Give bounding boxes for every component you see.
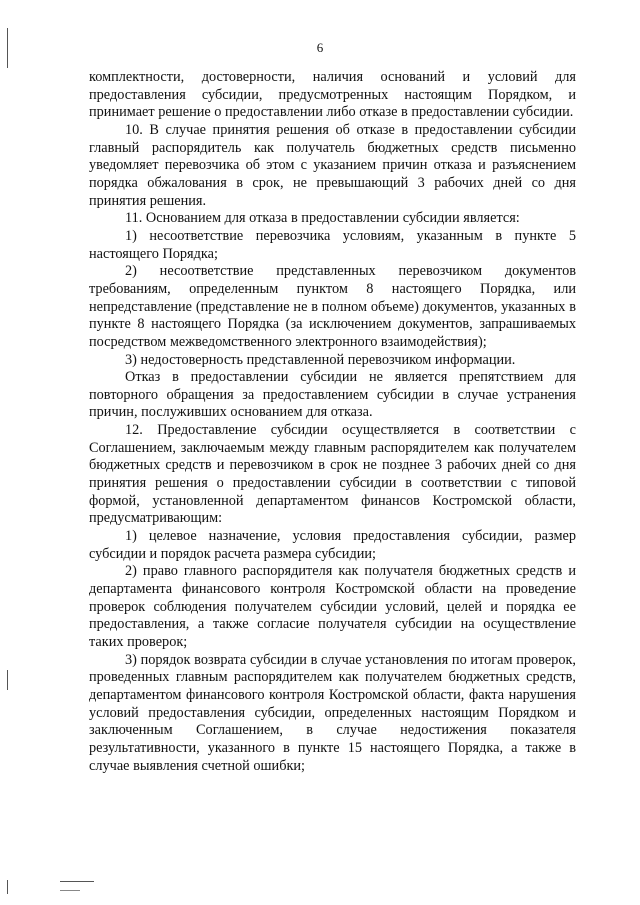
- paragraph: 11. Основанием для отказа в предоставлении субсидии является:: [125, 210, 520, 227]
- list-item: 2) право главного распорядителя как получателя бюджетных средств и департамента финансового контроля Костромской области на проведение проверок соблюдения получателем субсидии условий, целей и порядка ее предоставления, а также согласие получателя субсидии на осуществление таких проверок;: [89, 563, 576, 650]
- scan-artifact-line: [60, 881, 94, 882]
- scan-artifact-line: [7, 880, 8, 894]
- paragraph: 10. В случае принятия решения об отказе в предоставлении субсидии главный распорядитель как получатель бюджетных средств письменно уведомляет перевозчика об этом с указанием причин отказа и разъяснением порядка обжалования в срок, не превышающий 3 рабочих дней со дня принятия решения.: [89, 121, 576, 209]
- paragraph: Отказ в предоставлении субсидии не является препятствием для повторного обращения за предоставлением субсидии в случае устранения причин, послуживших основанием для отказа.: [89, 369, 576, 421]
- list-item: 3) недостоверность представленной перевозчиком информации.: [125, 351, 516, 368]
- list-item: 1) целевое назначение, условия предоставления субсидии, размер субсидии и порядок расчета размера субсидии;: [89, 528, 576, 562]
- page-number: 6: [316, 40, 324, 55]
- scan-artifact-line: [60, 890, 80, 891]
- list-item: 3) порядок возврата субсидии в случае установления по итогам проверок, проведенных главным распорядителем как получателем бюджетных средств, департаментом финансового контроля Костромской области, факта нарушения условий предоставления субсидии, определенных настоящим Порядком и заключенным Соглашением, в случае недостижения показателя результативности, указанного в пункте 15 настоящего Порядка, а также в случае выявления счетной ошибки;: [89, 651, 576, 774]
- paragraph: комплектности, достоверности, наличия оснований и условий для предоставления субсидии, предусмотренных настоящим Порядком, и принимает решение о предоставлении либо отказе в предоставлении субсидии.: [89, 69, 576, 121]
- paragraph: 12. Предоставление субсидии осуществляется в соответствии с Соглашением, заключаемым между главным распорядителем как получателем бюджетных средств и перевозчиком в срок не позднее 3 рабочих дней со дня принятия решения о предоставлении субсидии в соответствии с типовой формой, установленной департаментом финансов Костромской области, предусматривающим:: [89, 422, 576, 527]
- list-item: 2) несоответствие представленных перевозчиком документов требованиям, определенным пунктом 8 настоящего Порядка, или непредставление (представление не в полном объеме) документов, указанных в пункте 8 настоящего Порядка (за исключением документов, запрашиваемых посредством межведомственного электронного взаимодействия);: [89, 263, 576, 350]
- scan-artifact-line: [7, 670, 8, 690]
- list-item: 1) несоответствие перевозчика условиям, указанным в пункте 5 настоящего Порядка;: [89, 227, 576, 262]
- document-body: [89, 69, 576, 775]
